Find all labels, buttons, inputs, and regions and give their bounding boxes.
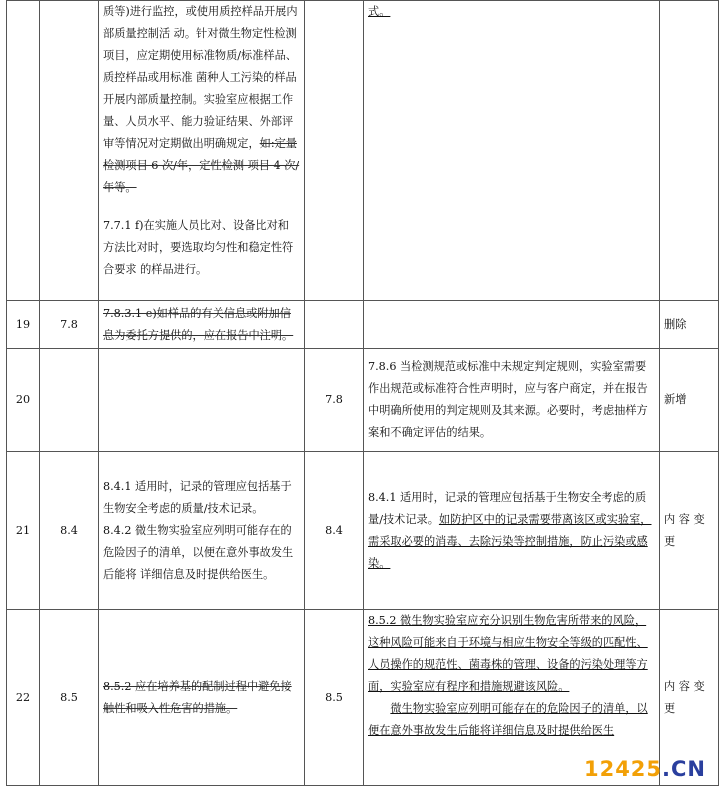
new-text: 7.8.6 当检测规范或标准中未规定判定规则，实验室需要作出规范或标准符合性声明时，应与客户商定，并在报告中明确所使用的判定规则及其来源。必要时，考虑抽样方案和不确定评估的结果。	[364, 349, 660, 452]
table-row	[7, 349, 719, 452]
old-text-cell	[99, 452, 305, 610]
old-text-cell	[99, 610, 305, 786]
old-clause-cell	[40, 1, 99, 301]
watermark-domain: .CN	[662, 757, 706, 781]
table-row	[7, 452, 719, 610]
change-type: 删除	[660, 301, 719, 349]
old-text: 8.4.2 微生物实验室应列明可能存在的危险因子的清单，以便在意外事故发生后能将 详细信息及时提供给医生。	[103, 523, 294, 581]
new-text: 8.4.1 适用时，记录的管理应包括基于生物安全考虑的质量/技术记录。	[368, 490, 647, 526]
change-type-cell	[660, 1, 719, 301]
row-number-cell	[7, 1, 40, 301]
new-text-cell	[364, 452, 660, 610]
comparison-table	[6, 0, 719, 786]
deleted-text: 如:定量检测项目 6 次/年，定性检测 项目 4 次/年等。	[103, 137, 300, 194]
inserted-text: 8.5.2 微生物实验室应充分识别生物危害所带来的风险，这种风险可能来自于环境与相应生物安全等级的匹配性、人员操作的规范性、菌毒株的管理、设备的污染处理等方面，实验室应有程序和措施规避该风险。	[368, 614, 648, 693]
new-clause: 8.4	[305, 452, 364, 610]
deleted-text: 8.5.2 应在培养基的配制过程中避免接触性和吸入性危害的措施。	[103, 679, 292, 715]
new-clause: 8.5	[305, 610, 364, 786]
old-clause: 8.5	[40, 610, 99, 786]
new-clause-cell	[305, 1, 364, 301]
site-watermark-logo	[584, 757, 706, 781]
row-number: 21	[7, 452, 40, 610]
row-number: 19	[7, 301, 40, 349]
old-text: 质等)进行监控，或使用质控样品开展内部质量控制活 动。针对微生物定性检测项目，应定期使用标准物质/标准样品、质控样品或用标准 菌种人工污染的样品开展内部质量控制。实验室应根据工作量、人员水平、能力验证结果、外部评审等情况对定期做出明确规定，	[103, 5, 298, 150]
row-number: 20	[7, 349, 40, 452]
old-text: 7.7.1 f)在实施人员比对、设备比对和方法比对时，要选取均匀性和稳定性符合要求 的样品进行。	[103, 219, 294, 276]
table-row	[7, 301, 719, 349]
inserted-text: 如防护区中的记录需要带离该区或实验室，需采取必要的消毒、去除污染等控制措施，防止污染或感染。	[368, 512, 652, 570]
old-text-cell	[99, 301, 305, 349]
watermark-number: 12425	[583, 757, 663, 781]
old-clause: 8.4	[40, 452, 99, 610]
inserted-text: 微生物实验室应列明可能存在的危险因子的清单，以便在意外事故发生后能将详细信息及时提供给医生	[368, 702, 648, 737]
new-clause: 7.8	[305, 349, 364, 452]
change-type: 内 容 变 更	[660, 452, 719, 610]
table-row-continued	[7, 1, 719, 301]
row-number: 22	[7, 610, 40, 786]
inserted-text: 式。	[368, 5, 391, 18]
old-text-cell	[99, 1, 305, 301]
old-clause-cell	[40, 349, 99, 452]
new-clause-cell	[305, 301, 364, 349]
new-text-cell	[364, 301, 660, 349]
old-text: 8.4.1 适用时，记录的管理应包括基于生物安全考虑的质量/技术记录。	[103, 479, 292, 515]
change-type: 内 容 变 更	[660, 610, 719, 786]
change-type: 新增	[660, 349, 719, 452]
old-clause: 7.8	[40, 301, 99, 349]
new-text-cell	[364, 1, 660, 301]
old-text-cell	[99, 349, 305, 452]
deleted-text: 7.8.3.1 e)如样品的有关信息或附加信息为委托方提供的，应在报告中注明。	[103, 306, 294, 342]
